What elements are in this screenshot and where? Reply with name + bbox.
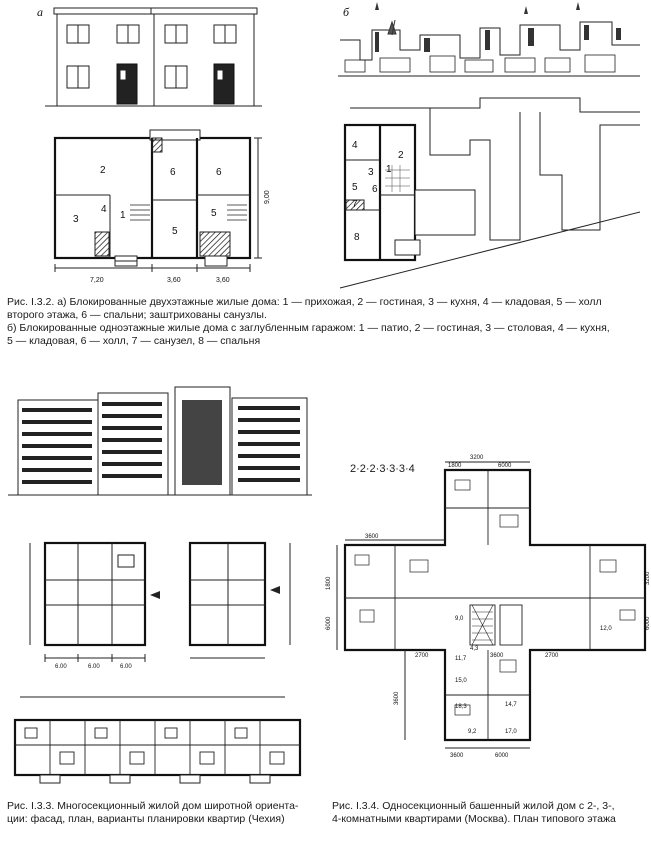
134-dim-left-c: 3600 bbox=[394, 691, 400, 705]
134-area-4: 15,0 bbox=[455, 678, 467, 684]
b-room-2: 2 bbox=[398, 150, 404, 161]
134-area-1: 9,0 bbox=[455, 616, 464, 622]
134-dim-top-b: 1800 bbox=[448, 463, 462, 469]
134-dim-top-a: 3200 bbox=[470, 455, 484, 461]
b-room-5: 5 bbox=[352, 182, 358, 193]
a-room-2: 2 bbox=[100, 165, 106, 176]
a-dim-w2: 3,60 bbox=[167, 277, 181, 284]
b-room-1: 1 bbox=[386, 164, 392, 175]
b-room-4: 4 bbox=[352, 140, 358, 151]
133-dim-left: 6.00 bbox=[55, 664, 67, 670]
134-dim-mid-b: 3600 bbox=[490, 653, 504, 659]
caption-133-line-2: ции: фасад, план, варианты планировки квартир (Чехия) bbox=[7, 813, 285, 825]
134-dim-bot-a: 3600 bbox=[450, 753, 464, 759]
caption-fig-134 bbox=[332, 800, 649, 826]
134-dim-left-b: 6000 bbox=[326, 616, 332, 630]
a-room-5a: 5 bbox=[172, 226, 178, 237]
b-room-3: 3 bbox=[368, 167, 374, 178]
134-area-5: 18,3 bbox=[455, 704, 467, 710]
a-room-6a: 6 bbox=[170, 167, 176, 178]
a-room-3: 3 bbox=[73, 214, 79, 225]
134-area-7: 17,0 bbox=[505, 729, 517, 735]
134-dim-bot-b: 6000 bbox=[495, 753, 509, 759]
134-area-6: 14,7 bbox=[505, 702, 517, 708]
134-dim-mid-a: 2700 bbox=[415, 653, 429, 659]
134-area-3: 4,3 bbox=[470, 646, 479, 652]
b-room-7: 7 bbox=[352, 199, 358, 210]
panel-a-letter: а bbox=[37, 5, 43, 19]
caption-132-line-1: Рис. I.3.2. а) Блокированные двухэтажные жилые дома: 1 — прихожая, 2 — гостиная, 3 — кухня, 4 — кладовая, 5 — холл bbox=[7, 296, 602, 308]
a-dim-w3: 3,60 bbox=[216, 277, 230, 284]
134-dim-left-a: 1800 bbox=[326, 576, 332, 590]
a-dim-w1: 7,20 bbox=[90, 277, 104, 284]
134-area-2: 11,7 bbox=[455, 656, 467, 662]
caption-132-line-4: 5 — кладовая, 6 — холл, 7 — санузел, 8 — спальня bbox=[7, 335, 261, 347]
caption-133-line-1: Рис. I.3.3. Многосекционный жилой дом широтной ориента- bbox=[7, 800, 299, 812]
caption-132-line-3: б) Блокированные одноэтажные жилые дома с заглубленным гаражом: 1 — патио, 2 — гостиная, 3 — столовая, 4 — кухня, bbox=[7, 322, 610, 334]
134-area-8: 12,0 bbox=[600, 626, 612, 632]
134-area-9: 9,2 bbox=[468, 729, 477, 735]
134-dim-right-a: 3200 bbox=[645, 571, 651, 585]
a-room-6b: 6 bbox=[216, 167, 222, 178]
a-room-4: 4 bbox=[101, 204, 107, 215]
b-room-8: 8 bbox=[354, 232, 360, 243]
134-dim-left-top: 3600 bbox=[365, 534, 379, 540]
b-room-6: 6 bbox=[372, 184, 378, 195]
a-room-1: 1 bbox=[120, 210, 126, 221]
caption-132-line-2: второго этажа, 6 — спальни; заштрихованы санузлы. bbox=[7, 309, 267, 321]
a-dim-h: 9,00 bbox=[264, 190, 271, 204]
caption-134-line-1: Рис. I.3.4. Односекционный башенный жилой дом с 2-, 3-, bbox=[332, 800, 615, 812]
fig-134-formula: 2·2·2·3·3·3·4 bbox=[350, 463, 415, 475]
134-dim-top-c: 6000 bbox=[498, 463, 512, 469]
a-room-5b: 5 bbox=[211, 208, 217, 219]
134-dim-right-b: 6000 bbox=[645, 616, 651, 630]
134-dim-mid-c: 2700 bbox=[545, 653, 559, 659]
caption-134-line-2: 4-комнатными квартирами (Москва). План типового этажа bbox=[332, 813, 616, 825]
133-dim-mid: 6.00 bbox=[88, 664, 100, 670]
133-dim-right: 6.00 bbox=[120, 664, 132, 670]
panel-b-letter: б bbox=[343, 5, 350, 19]
